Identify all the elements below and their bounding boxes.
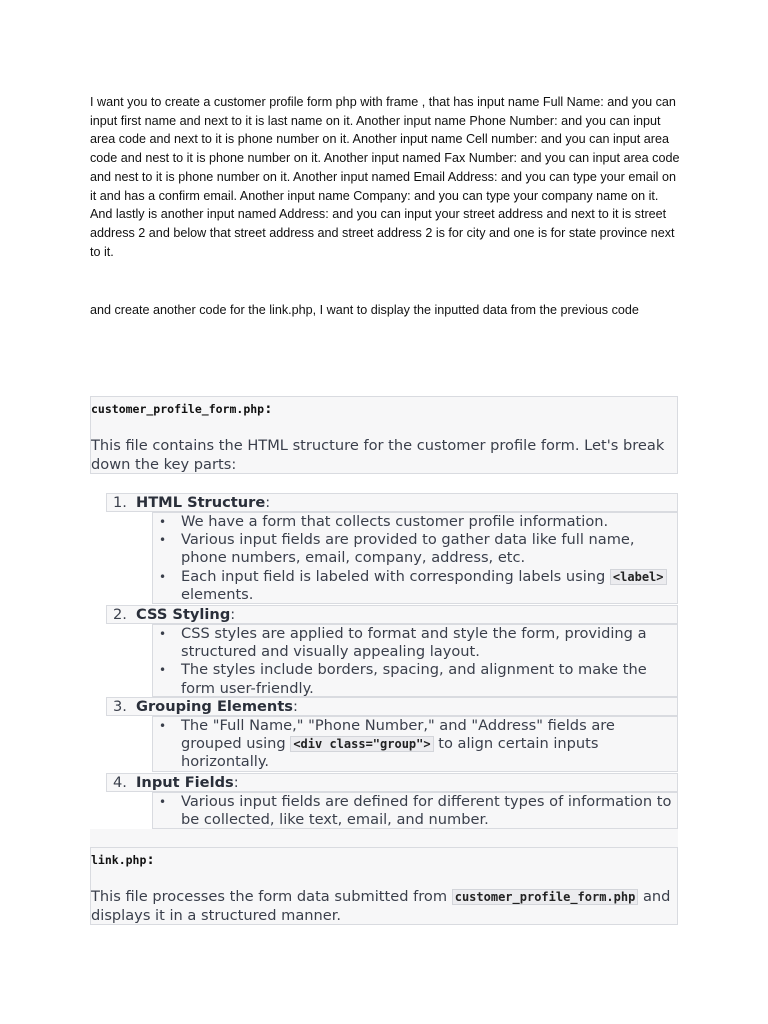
inline-code: customer_profile_form.php [452,889,639,905]
link-file-description [91,888,671,925]
bullet-text: The "Full Name," "Phone Number," and "Address" fields are grouped using [181,717,615,753]
section-css-styling-bullets [152,624,678,697]
panel-gap [90,829,678,847]
section-input-fields [106,773,678,792]
intro-paragraph-1: I want you to create a customer profile form php with frame , that has input name Full Name: and you can input first name and next to it is last name on it. Another input name Phone Number: and you can input area code and next to it is phone number on it. Another input name Cell number: and you can input area code and nest to it is phone number on it. Another input named Fax Number: and you can input area code and nest to it is phone number on it. Another input named Email Address: and you can type your email on it and has a confirm email. Another input name Company: and you can type your company name on it. And lastly is another input named Address: and you can input your street address and next to it is street address 2 and below that street address and street address 2 is for city and one is for state province next to it. [90,95,680,259]
list-item [153,568,677,604]
form-file-description: This file contains the HTML structure for the customer profile form. Let's break down the key parts: [91,437,665,473]
list-item: • Various input fields are defined for different types of information to be collected, like text, email, and number. [153,793,677,829]
form-file-heading [91,401,273,417]
form-file-colon: : [264,401,273,417]
bullet-text: Each input field is labeled with corresponding labels using [181,567,610,585]
list-item: • CSS styles are applied to format and style the form, providing a structured and visually appealing layout. [153,625,677,661]
bullet-text: elements. [181,585,254,603]
link-file-colon: : [146,852,155,868]
link-file-filename: link.php [91,853,147,867]
section-title [136,494,270,511]
section-html-structure-bullets [152,512,678,604]
section-title-text: HTML Structure [136,494,266,511]
section-html-structure [106,493,678,512]
bullet-text: to align certain inputs horizontally. [181,735,599,771]
section-number: 3. [113,698,127,715]
section-title-suffix: : [265,494,271,511]
section-title-text: Grouping Elements [136,698,293,715]
section-title [136,606,235,623]
section-title-suffix: : [233,774,239,791]
section-title-suffix: : [292,698,298,715]
list-item: • Various input fields are provided to gather data like full name, phone numbers, email, company, address, etc. [153,531,677,567]
section-grouping-elements-bullets [152,716,678,772]
section-title-suffix: : [230,606,236,623]
section-title-text: Input Fields [136,774,234,791]
inline-code: <label> [610,569,667,585]
intro-paragraph-2: and create another code for the link.php, I want to display the inputted data from the previous code [90,303,639,317]
section-input-fields-bullets [152,792,678,829]
section-number: 4. [113,774,127,791]
link-file-panel [90,847,678,925]
form-file-panel [90,396,678,474]
section-css-styling [106,605,678,624]
section-number: 1. [113,494,127,511]
form-file-filename: customer_profile_form.php [91,402,265,416]
section-grouping-elements [106,697,678,716]
link-file-desc-text: This file processes the form data submitted from [91,888,452,905]
section-title [136,698,298,715]
section-number: 2. [113,606,127,623]
list-item: • The styles include borders, spacing, and alignment to make the form user-friendly. [153,661,677,697]
link-file-heading [91,852,155,868]
list-item [153,717,677,772]
link-file-desc-text: and displays it in a structured manner. [91,888,671,924]
section-title [136,774,239,791]
list-item: • We have a form that collects customer profile information. [153,513,677,531]
section-title-text: CSS Styling [136,606,231,623]
inline-code: <div class="group"> [290,736,433,752]
